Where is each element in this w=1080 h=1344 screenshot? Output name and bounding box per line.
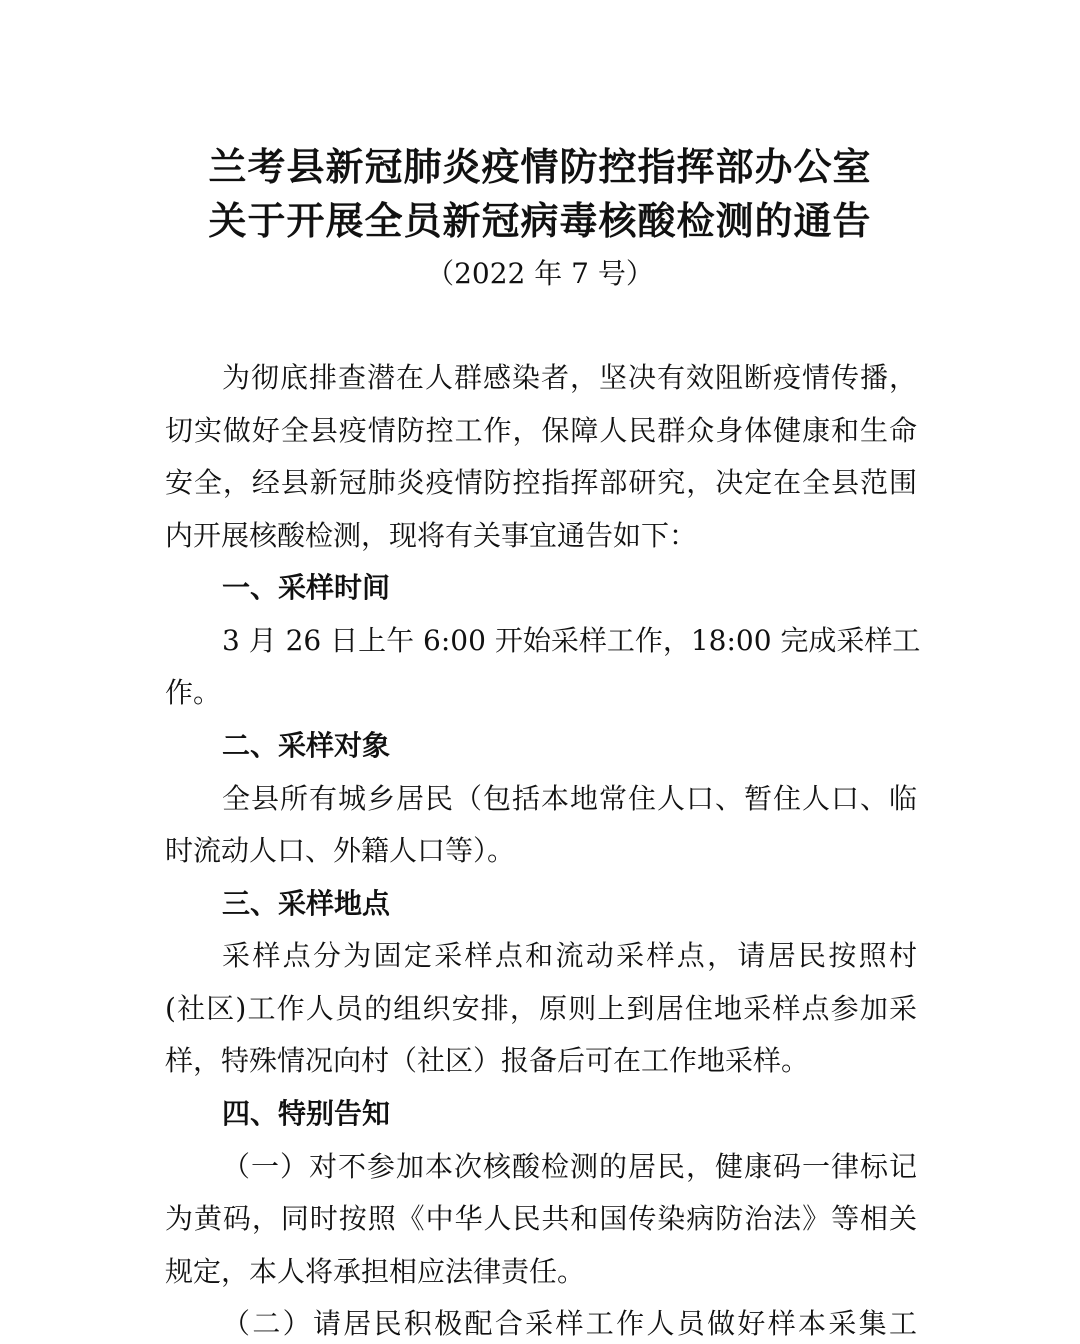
section-heading: 三、采样地点 xyxy=(222,887,391,920)
paragraph-line: 为黄码，同时按照《中华人民共和国传染病防治法》等相关 xyxy=(165,1202,917,1235)
paragraph-line: 规定，本人将承担相应法律责任。 xyxy=(165,1255,586,1288)
paragraph-line: (社区)工作人员的组织安排，原则上到居住地采样点参加采 xyxy=(165,992,917,1025)
notice-title-line-1: 兰考县新冠肺炎疫情防控指挥部办公室 xyxy=(208,145,872,189)
paragraph-line: 时流动人口、外籍人口等）。 xyxy=(165,834,516,867)
paragraph-line: （二）请居民积极配合采样工作人员做好样本采集工 xyxy=(222,1307,917,1340)
notice-title-line-2: 关于开展全员新冠病毒核酸检测的通告 xyxy=(208,199,872,243)
paragraph-line: 安全，经县新冠肺炎疫情防控指挥部研究，决定在全县范围 xyxy=(165,466,917,499)
paragraph-line: 3 月 26 日上午 6:00 开始采样工作，18:00 完成采样工 xyxy=(222,624,921,657)
paragraph-line: （一）对不参加本次核酸检测的居民，健康码一律标记 xyxy=(222,1150,917,1183)
paragraph-line: 切实做好全县疫情防控工作，保障人民群众身体健康和生命 xyxy=(165,414,917,447)
paragraph-line: 采样点分为固定采样点和流动采样点，请居民按照村 xyxy=(222,939,917,972)
paragraph-line: 作。 xyxy=(165,676,222,709)
document-number: （2022 年 7 号） xyxy=(426,257,654,290)
section-heading: 四、特别告知 xyxy=(222,1097,391,1130)
paragraph-line: 为彻底排查潜在人群感染者，坚决有效阻断疫情传播， xyxy=(222,361,917,394)
section-heading: 二、采样对象 xyxy=(222,729,391,762)
paragraph-line: 样，特殊情况向村（社区）报备后可在工作地采样。 xyxy=(165,1044,810,1077)
paragraph-line: 内开展核酸检测，现将有关事宜通告如下： xyxy=(165,519,698,552)
section-heading: 一、采样时间 xyxy=(222,571,391,604)
paragraph-line: 全县所有城乡居民（包括本地常住人口、暂住人口、临 xyxy=(222,782,917,815)
